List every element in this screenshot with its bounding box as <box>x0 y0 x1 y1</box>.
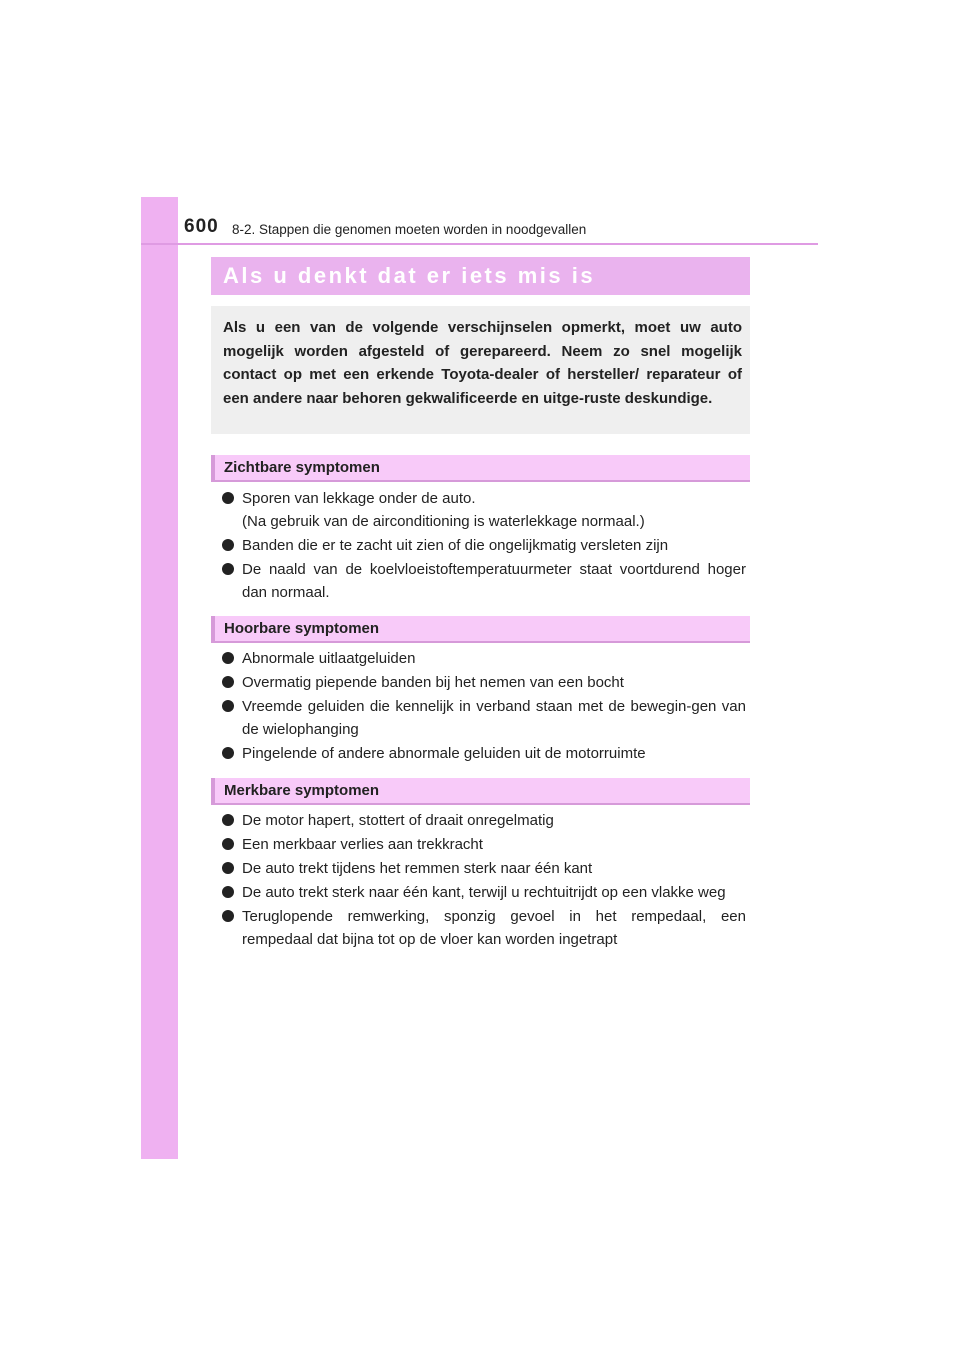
bullet-text: Teruglopende remwerking, sponzig gevoel in het rempedaal, een rempedaal dat bijna tot op de vloer kan worden ingetrapt <box>242 908 746 948</box>
list-item <box>220 857 746 880</box>
list-item <box>220 742 746 765</box>
subhead-hoorbare-symptomen <box>211 616 750 643</box>
bullet-list-visible <box>220 487 746 605</box>
bullet-list-audible <box>220 647 746 766</box>
bullet-icon <box>222 838 234 850</box>
bullet-icon <box>222 492 234 504</box>
bullet-icon <box>222 747 234 759</box>
section-title: Als u denkt dat er iets mis is <box>223 263 596 288</box>
section-banner <box>211 257 750 295</box>
page-number: 600 <box>184 216 219 237</box>
bullet-icon <box>222 563 234 575</box>
subhead-title: Merkbare symptomen <box>224 782 380 799</box>
bullet-icon <box>222 700 234 712</box>
running-head: 8-2. Stappen die genomen moeten worden in noodgevallen <box>232 222 587 237</box>
list-item <box>220 809 746 832</box>
header-rule <box>141 243 818 245</box>
list-item <box>220 647 746 670</box>
subhead-title: Hoorbare symptomen <box>224 620 380 637</box>
bullet-icon <box>222 676 234 688</box>
bullet-text: Een merkbaar verlies aan trekkracht <box>242 836 483 853</box>
bullet-text: De auto trekt sterk naar één kant, terwijl u rechtuitrijdt op een vlakke weg <box>242 884 726 901</box>
bullet-list-noticeable <box>220 809 746 952</box>
bullet-text: Banden die er te zacht uit zien of die ongelijkmatig versleten zijn <box>242 537 669 554</box>
list-item <box>220 534 746 557</box>
bullet-icon <box>222 886 234 898</box>
list-item <box>220 881 746 904</box>
bullet-text: Overmatig piepende banden bij het nemen van een bocht <box>242 674 624 691</box>
bullet-icon <box>222 910 234 922</box>
bullet-icon <box>222 539 234 551</box>
list-item <box>220 487 746 533</box>
bullet-text: De motor hapert, stottert of draait onregelmatig <box>242 812 554 829</box>
chapter-side-tab <box>141 197 178 1159</box>
list-item <box>220 833 746 856</box>
subhead-merkbare-symptomen <box>211 778 750 805</box>
list-item <box>220 671 746 694</box>
subhead-title: Zichtbare symptomen <box>224 459 380 476</box>
list-item <box>220 905 746 951</box>
bullet-icon <box>222 652 234 664</box>
bullet-icon <box>222 862 234 874</box>
bullet-text: Sporen van lekkage onder de auto. <box>242 490 476 507</box>
bullet-text: De naald van de koelvloeistoftemperatuurmeter staat voortdurend hoger dan normaal. <box>242 561 746 601</box>
intro-text: Als u een van de volgende verschijnselen opmerkt, moet uw auto mogelijk worden afgesteld of gerepareerd. Neem zo snel mogelijk contact op met een erkende Toyota-dealer of hersteller/ reparateur of een andere naar behoren gekwalificeerde en uitge-ruste deskundige. <box>223 319 742 407</box>
bullet-note: (Na gebruik van de airconditioning is waterlekkage normaal.) <box>242 513 645 530</box>
list-item <box>220 695 746 741</box>
bullet-icon <box>222 814 234 826</box>
intro-box <box>211 306 750 434</box>
bullet-text: Pingelende of andere abnormale geluiden uit de motorruimte <box>242 745 646 762</box>
list-item <box>220 558 746 604</box>
subhead-zichtbare-symptomen <box>211 455 750 482</box>
bullet-text: Abnormale uitlaatgeluiden <box>242 650 416 667</box>
bullet-text: Vreemde geluiden die kennelijk in verband staan met de bewegin-gen van de wielophanging <box>242 698 746 738</box>
bullet-text: De auto trekt tijdens het remmen sterk naar één kant <box>242 860 593 877</box>
